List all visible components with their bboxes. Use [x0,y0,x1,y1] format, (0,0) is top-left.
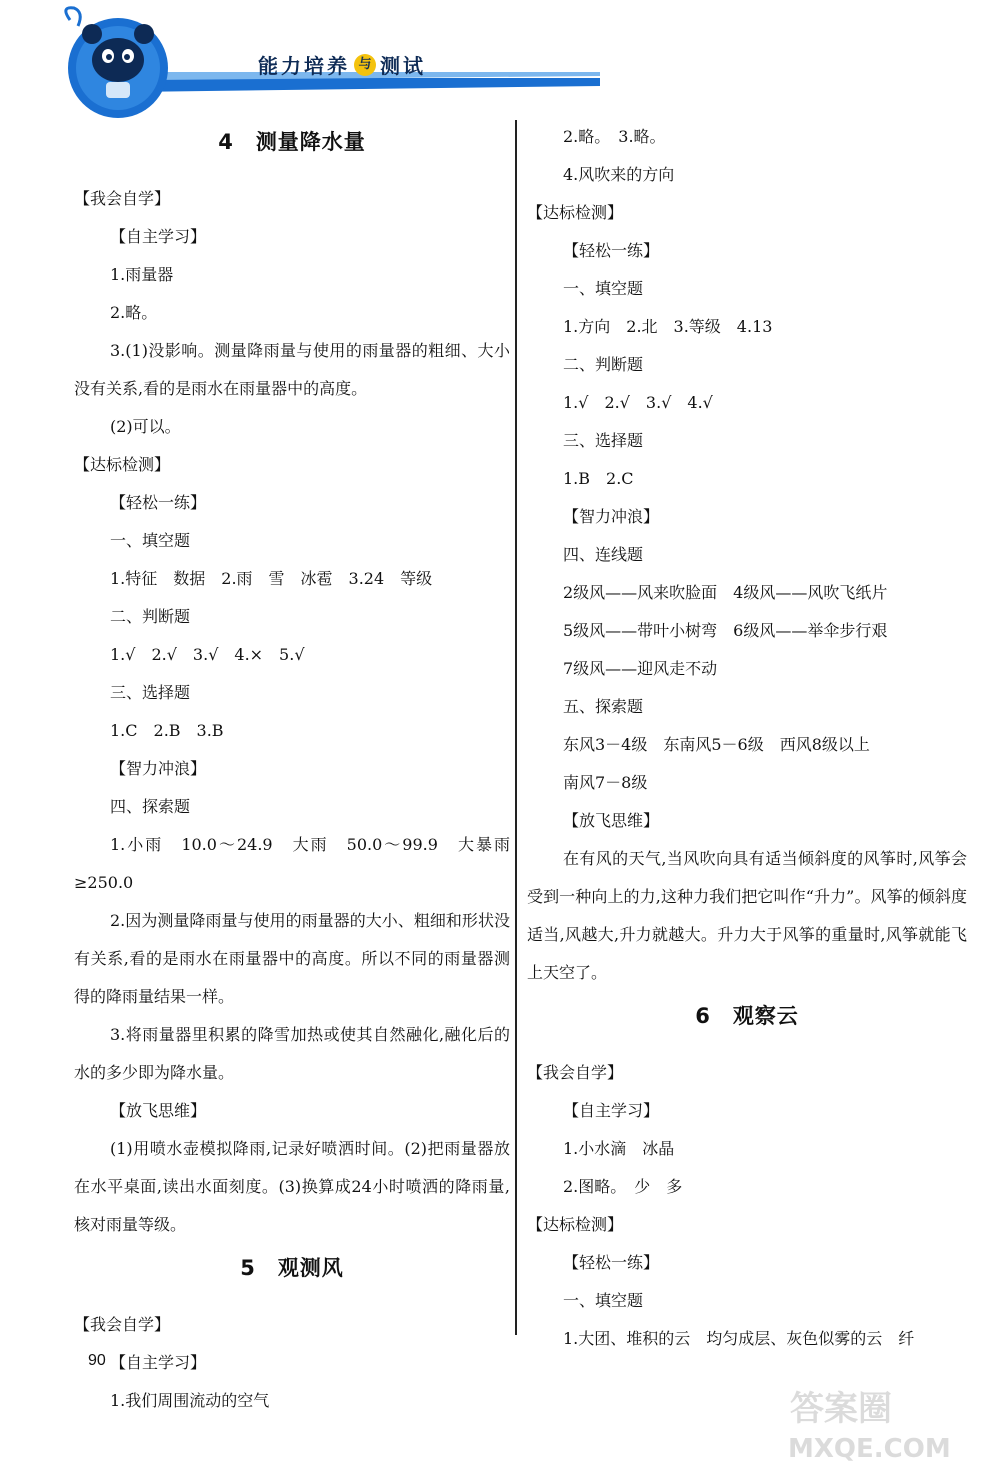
answer-line: 7级风——迎风走不动 [563,659,718,678]
answer-line: 5级风——带叶小树弯 6级风——举伞步行艰 [563,621,888,640]
section-tag: 【自主学习】 [110,227,207,246]
left-column [74,118,510,1420]
section-number: 4 [218,130,234,154]
answer-paragraph: 在有风的天气,当风吹向具有适当倾斜度的风筝时,风筝会受到一种向上的力,这种力我们把它叫作“升力”。风筝的倾斜度适当,风越大,升力就越大。升力大于风筝的重量时,风筝就能飞上天空了。 [527,849,967,982]
section-tag: 【轻松一练】 [110,493,207,512]
section-tag: 【放飞思维】 [110,1101,207,1120]
header-title [258,50,426,79]
answer-line: 一、填空题 [110,531,191,550]
watermark-logo [770,1375,990,1465]
section-title-text: 观察云 [732,1004,799,1028]
section-title [74,1244,510,1306]
answer-line: 南风7－8级 [563,773,648,792]
answer-line: 1.我们周围流动的空气 [110,1391,270,1410]
answer-line: 1.√ 2.√ 3.√ 4.× 5.√ [110,645,305,664]
answer-paragraph: (1)用喷水壶模拟降雨,记录好喷洒时间。(2)把雨量器放在水平桌面,读出水面刻度。(3)换算成24小时喷洒的降雨量,核对雨量等级。 [74,1139,510,1234]
answer-line: 五、探索题 [563,697,644,716]
answer-line: 1.小水滴 冰晶 [563,1139,675,1158]
answer-line: 2.略。 3.略。 [563,127,666,146]
answer-paragraph: 3.将雨量器里积累的降雪加热或使其自然融化,融化后的水的多少即为降水量。 [74,1025,510,1082]
answer-line: (2)可以。 [110,417,181,436]
section-tag: 【我会自学】 [527,1063,624,1082]
section-number: 5 [240,1256,256,1280]
section-tag: 【我会自学】 [74,189,171,208]
answer-line: 1.√ 2.√ 3.√ 4.√ [563,393,713,412]
answer-line: 4.风吹来的方向 [563,165,675,184]
answer-line: 1.大团、堆积的云 均匀成层、灰色似雾的云 纤 [563,1329,915,1348]
section-tag: 【自主学习】 [110,1353,207,1372]
answer-line: 2级风——风来吹脸面 4级风——风吹飞纸片 [563,583,888,602]
answer-paragraph: 1.小雨 10.0～24.9 大雨 50.0～99.9 大暴雨≥250.0 [74,835,510,892]
answer-line: 四、探索题 [110,797,191,816]
header-mascot-icon [0,0,1000,120]
section-title [74,118,510,180]
header-title-part1: 能力培养 [258,54,350,78]
answer-line: 2.图略。 少 多 [563,1177,683,1196]
section-number: 6 [695,1004,711,1028]
section-title-text: 观测风 [277,1256,344,1280]
answer-paragraph: 3.(1)没影响。测量降雨量与使用的雨量器的粗细、大小没有关系,看的是雨水在雨量器中的高度。 [74,341,510,398]
answer-line: 三、选择题 [563,431,644,450]
section-tag: 【我会自学】 [74,1315,171,1334]
answer-line: 东风3－4级 东南风5－6级 西风8级以上 [563,735,870,754]
header-title-part2: 测试 [380,54,426,78]
answer-line: 1.特征 数据 2.雨 雪 冰雹 3.24 等级 [110,569,433,588]
answer-line: 1.B 2.C [563,469,634,488]
section-tag: 【达标检测】 [527,1215,624,1234]
section-tag: 【智力冲浪】 [110,759,207,778]
right-column [527,118,967,1358]
section-title [527,992,967,1054]
page-header [0,0,1000,120]
section-tag: 【轻松一练】 [563,1253,660,1272]
section-tag: 【达标检测】 [527,203,624,222]
answer-line: 一、填空题 [563,1291,644,1310]
page-number: 90 [88,1352,106,1369]
answer-line: 三、选择题 [110,683,191,702]
answer-line: 2.略。 [110,303,158,322]
answer-line: 四、连线题 [563,545,644,564]
section-tag: 【轻松一练】 [563,241,660,260]
answer-paragraph: 2.因为测量降雨量与使用的雨量器的大小、粗细和形状没有关系,看的是雨水在雨量器中的高度。所以不同的雨量器测得的降雨量结果一样。 [74,911,510,1006]
section-tag: 【自主学习】 [563,1101,660,1120]
section-tag: 【放飞思维】 [563,811,660,830]
section-tag: 【达标检测】 [74,455,171,474]
answer-line: 二、判断题 [110,607,191,626]
answer-line: 1.雨量器 [110,265,174,284]
answer-line: 一、填空题 [563,279,644,298]
answer-line: 1.方向 2.北 3.等级 4.13 [563,317,773,336]
answer-line: 1.C 2.B 3.B [110,721,224,740]
section-tag: 【智力冲浪】 [563,507,660,526]
answer-line: 二、判断题 [563,355,644,374]
section-title-text: 测量降水量 [255,130,366,154]
column-divider [515,120,517,1335]
watermark-text-cn: 答案圈 [790,1389,892,1429]
watermark-text-en: MXQE.COM [788,1434,951,1464]
header-connector-badge: 与 [354,54,376,76]
